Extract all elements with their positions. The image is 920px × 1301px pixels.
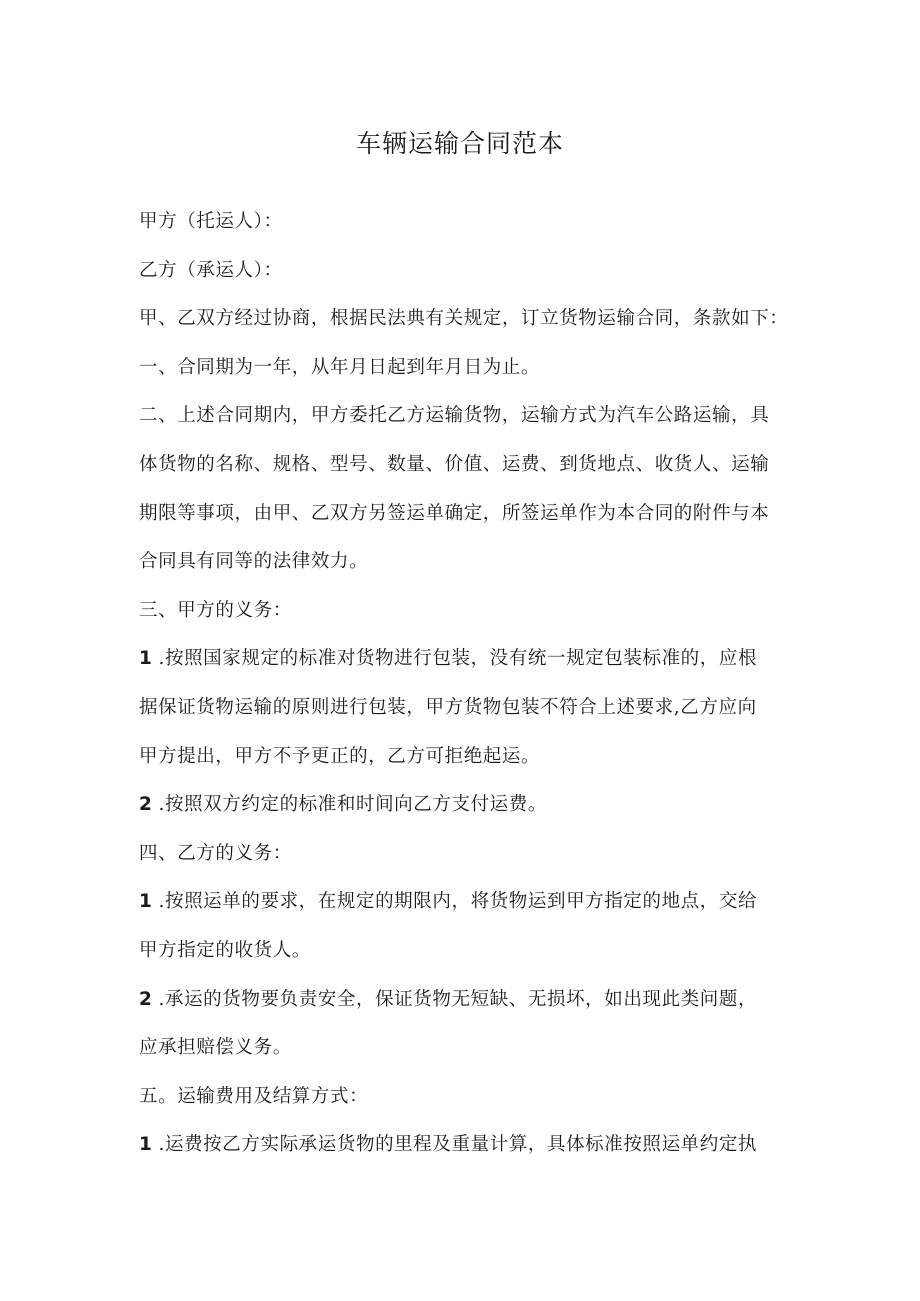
item-number: 2 bbox=[139, 988, 153, 1010]
item-number: 1 bbox=[139, 1134, 153, 1156]
text-line bbox=[139, 198, 791, 247]
line-text: 二、上述合同期内，甲方委托乙方运输货物，运输方式为汽车公路运输，具 bbox=[139, 405, 770, 427]
line-text: 甲方提出，甲方不予更正的，乙方可拒绝起运。 bbox=[139, 745, 541, 767]
line-text: 期限等事项，由甲、乙双方另签运单确定，所签运单作为本合同的附件与本 bbox=[139, 502, 770, 524]
item-number: 1 bbox=[139, 648, 153, 670]
line-text: 甲方（托运人）： bbox=[139, 211, 283, 232]
item-number: 2 bbox=[139, 794, 153, 816]
line-text: 乙方（承运人）： bbox=[139, 259, 283, 281]
line-text: 体货物的名称、规格、型号、数量、价值、运费、到货地点、收货人、运输 bbox=[139, 453, 770, 475]
text-line bbox=[139, 684, 791, 733]
line-text: 应承担赔偿义务。 bbox=[139, 1037, 292, 1059]
text-line bbox=[139, 878, 791, 927]
text-line bbox=[139, 781, 791, 830]
text-line bbox=[139, 976, 791, 1025]
line-text: 四、乙方的义务： bbox=[139, 842, 292, 864]
line-text: 甲方指定的收货人。 bbox=[139, 939, 311, 961]
line-text: 合同具有同等的法律效力。 bbox=[139, 551, 369, 573]
line-text: 甲、乙双方经过协商，根据民法典有关规定，订立货物运输合同，条款如下： bbox=[139, 308, 789, 330]
text-line bbox=[139, 830, 791, 879]
text-line bbox=[139, 927, 791, 976]
text-line bbox=[139, 295, 791, 344]
line-text: .按照运单的要求，在规定的期限内，将货物运到甲方指定的地点，交给 bbox=[158, 891, 758, 913]
line-text: 三、甲方的义务： bbox=[139, 599, 292, 621]
line-text: 一、合同期为一年，从年月日起到年月日为止。 bbox=[139, 356, 541, 378]
text-line bbox=[139, 247, 791, 296]
line-text: .按照双方约定的标准和时间向乙方支付运费。 bbox=[158, 794, 547, 816]
text-line bbox=[139, 635, 791, 684]
text-line bbox=[139, 733, 791, 782]
text-line bbox=[139, 538, 791, 587]
text-line bbox=[139, 392, 791, 441]
text-line bbox=[139, 1073, 791, 1122]
text-line bbox=[139, 490, 791, 539]
item-number: 1 bbox=[139, 891, 153, 913]
text-line bbox=[139, 344, 791, 393]
text-line bbox=[139, 1024, 791, 1073]
document-body bbox=[139, 198, 791, 1170]
line-text: .承运的货物要负责安全，保证货物无短缺、无损坏，如出现此类问题， bbox=[158, 988, 758, 1010]
text-line bbox=[139, 441, 791, 490]
text-line bbox=[139, 1121, 791, 1170]
text-line bbox=[139, 587, 791, 636]
line-text: .按照国家规定的标准对货物进行包装，没有统一规定包装标准的，应根 bbox=[158, 648, 758, 670]
line-text: 据保证货物运输的原则进行包装，甲方货物包装不符合上述要求,乙方应向 bbox=[139, 696, 757, 718]
document-title: 车辆运输合同范本 bbox=[355, 129, 564, 158]
line-text: .运费按乙方实际承运货物的里程及重量计算，具体标准按照运单约定执 bbox=[158, 1134, 758, 1156]
line-text: 五。运输费用及结算方式： bbox=[139, 1085, 369, 1107]
